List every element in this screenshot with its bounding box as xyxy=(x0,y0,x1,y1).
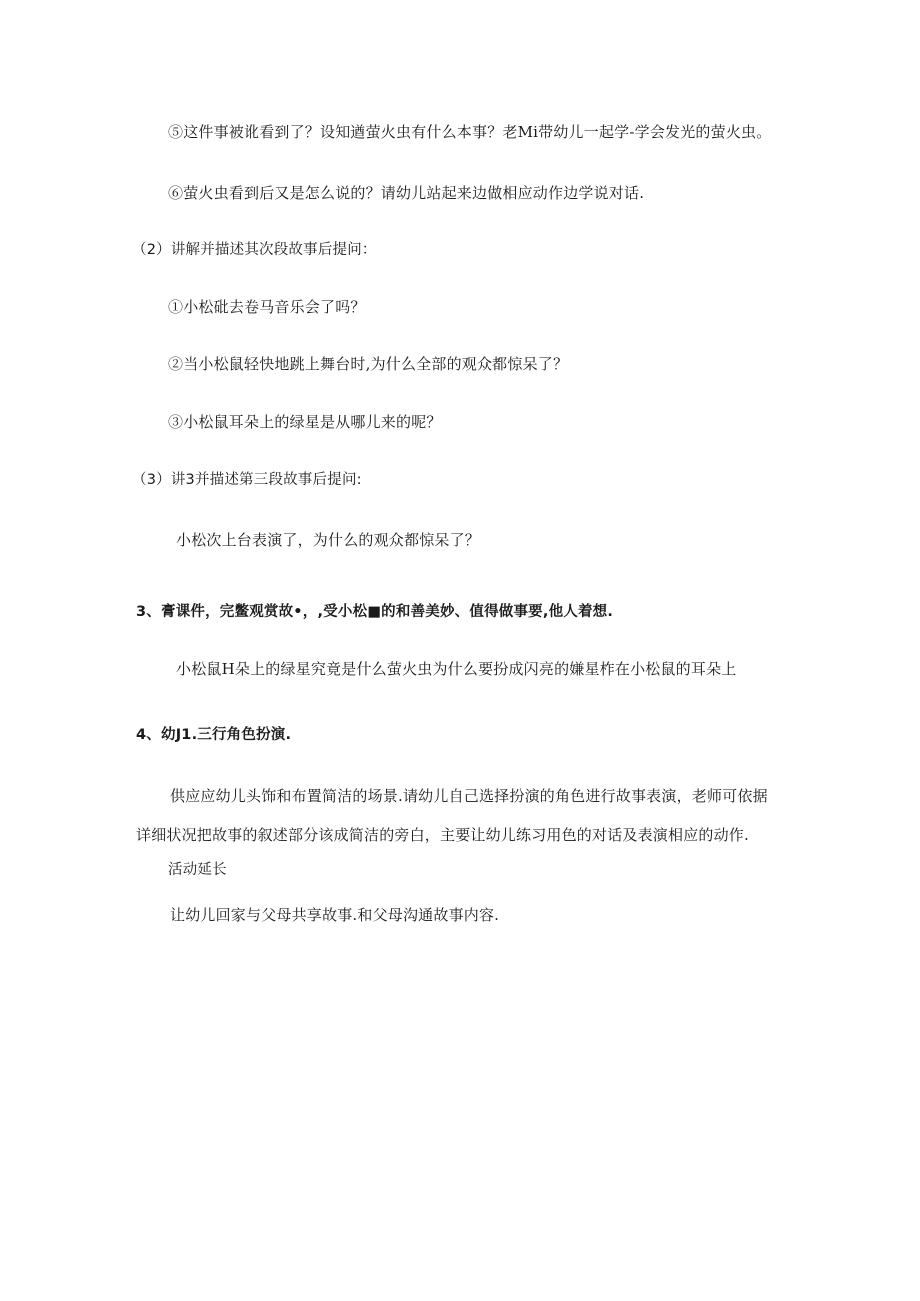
step-3-heading: 3、膏课件，完鳖观赏故•，,受小松■的和善美妙、值得做事要,他人着想. xyxy=(136,604,614,620)
section-3-heading: （3）讲3并描述第三段故事后提问: xyxy=(132,472,362,488)
question-5: ⑤这件事被讹看到了？设知遒萤火虫有什么本事？老Mi带幼儿一起学-学会发光的萤火虫。 xyxy=(168,123,772,141)
extension-text: 让幼儿回家与父母共享故事.和父母沟通故事内容. xyxy=(170,906,500,924)
step-4-paragraph-line-1: 供应应幼儿头饰和布置简洁的场景.请幼儿自己选择扮演的角色进行故事表演，老师可依据 xyxy=(170,787,768,805)
section-2-question-1: ①小松砒去卷马音乐会了吗？ xyxy=(168,298,366,316)
section-3-question-1: 小松次上台表演了，为什么的观众都惊呆了？ xyxy=(176,531,481,549)
section-2-heading: （2）讲解并描述其次段故事后提问： xyxy=(132,242,377,258)
extension-heading: 活动延长 xyxy=(168,862,227,878)
section-2-question-2: ②当小松鼠轻快地跳上舞台时,为什么全部的观众都惊呆了？ xyxy=(168,355,569,373)
step-4-heading: 4、幼J1.三行角色扮演. xyxy=(136,727,292,743)
step-4-paragraph-line-2: 详细状况把故事的叙述部分该成简洁的旁白，主要让幼儿练习用色的对话及表演相应的动作. xyxy=(136,826,749,844)
step-3-note: 小松鼠H朵上的绿星究竟是什么萤火虫为什么要扮成闪亮的嫌星柞在小松鼠的耳朵上 xyxy=(176,660,737,678)
section-2-question-3: ③小松鼠耳朵上的绿星是从哪儿来的呢？ xyxy=(168,413,442,431)
question-6: ⑥萤火虫看到后又是怎么说的？请幼儿站起来边做相应动作边学说对话. xyxy=(168,184,645,202)
